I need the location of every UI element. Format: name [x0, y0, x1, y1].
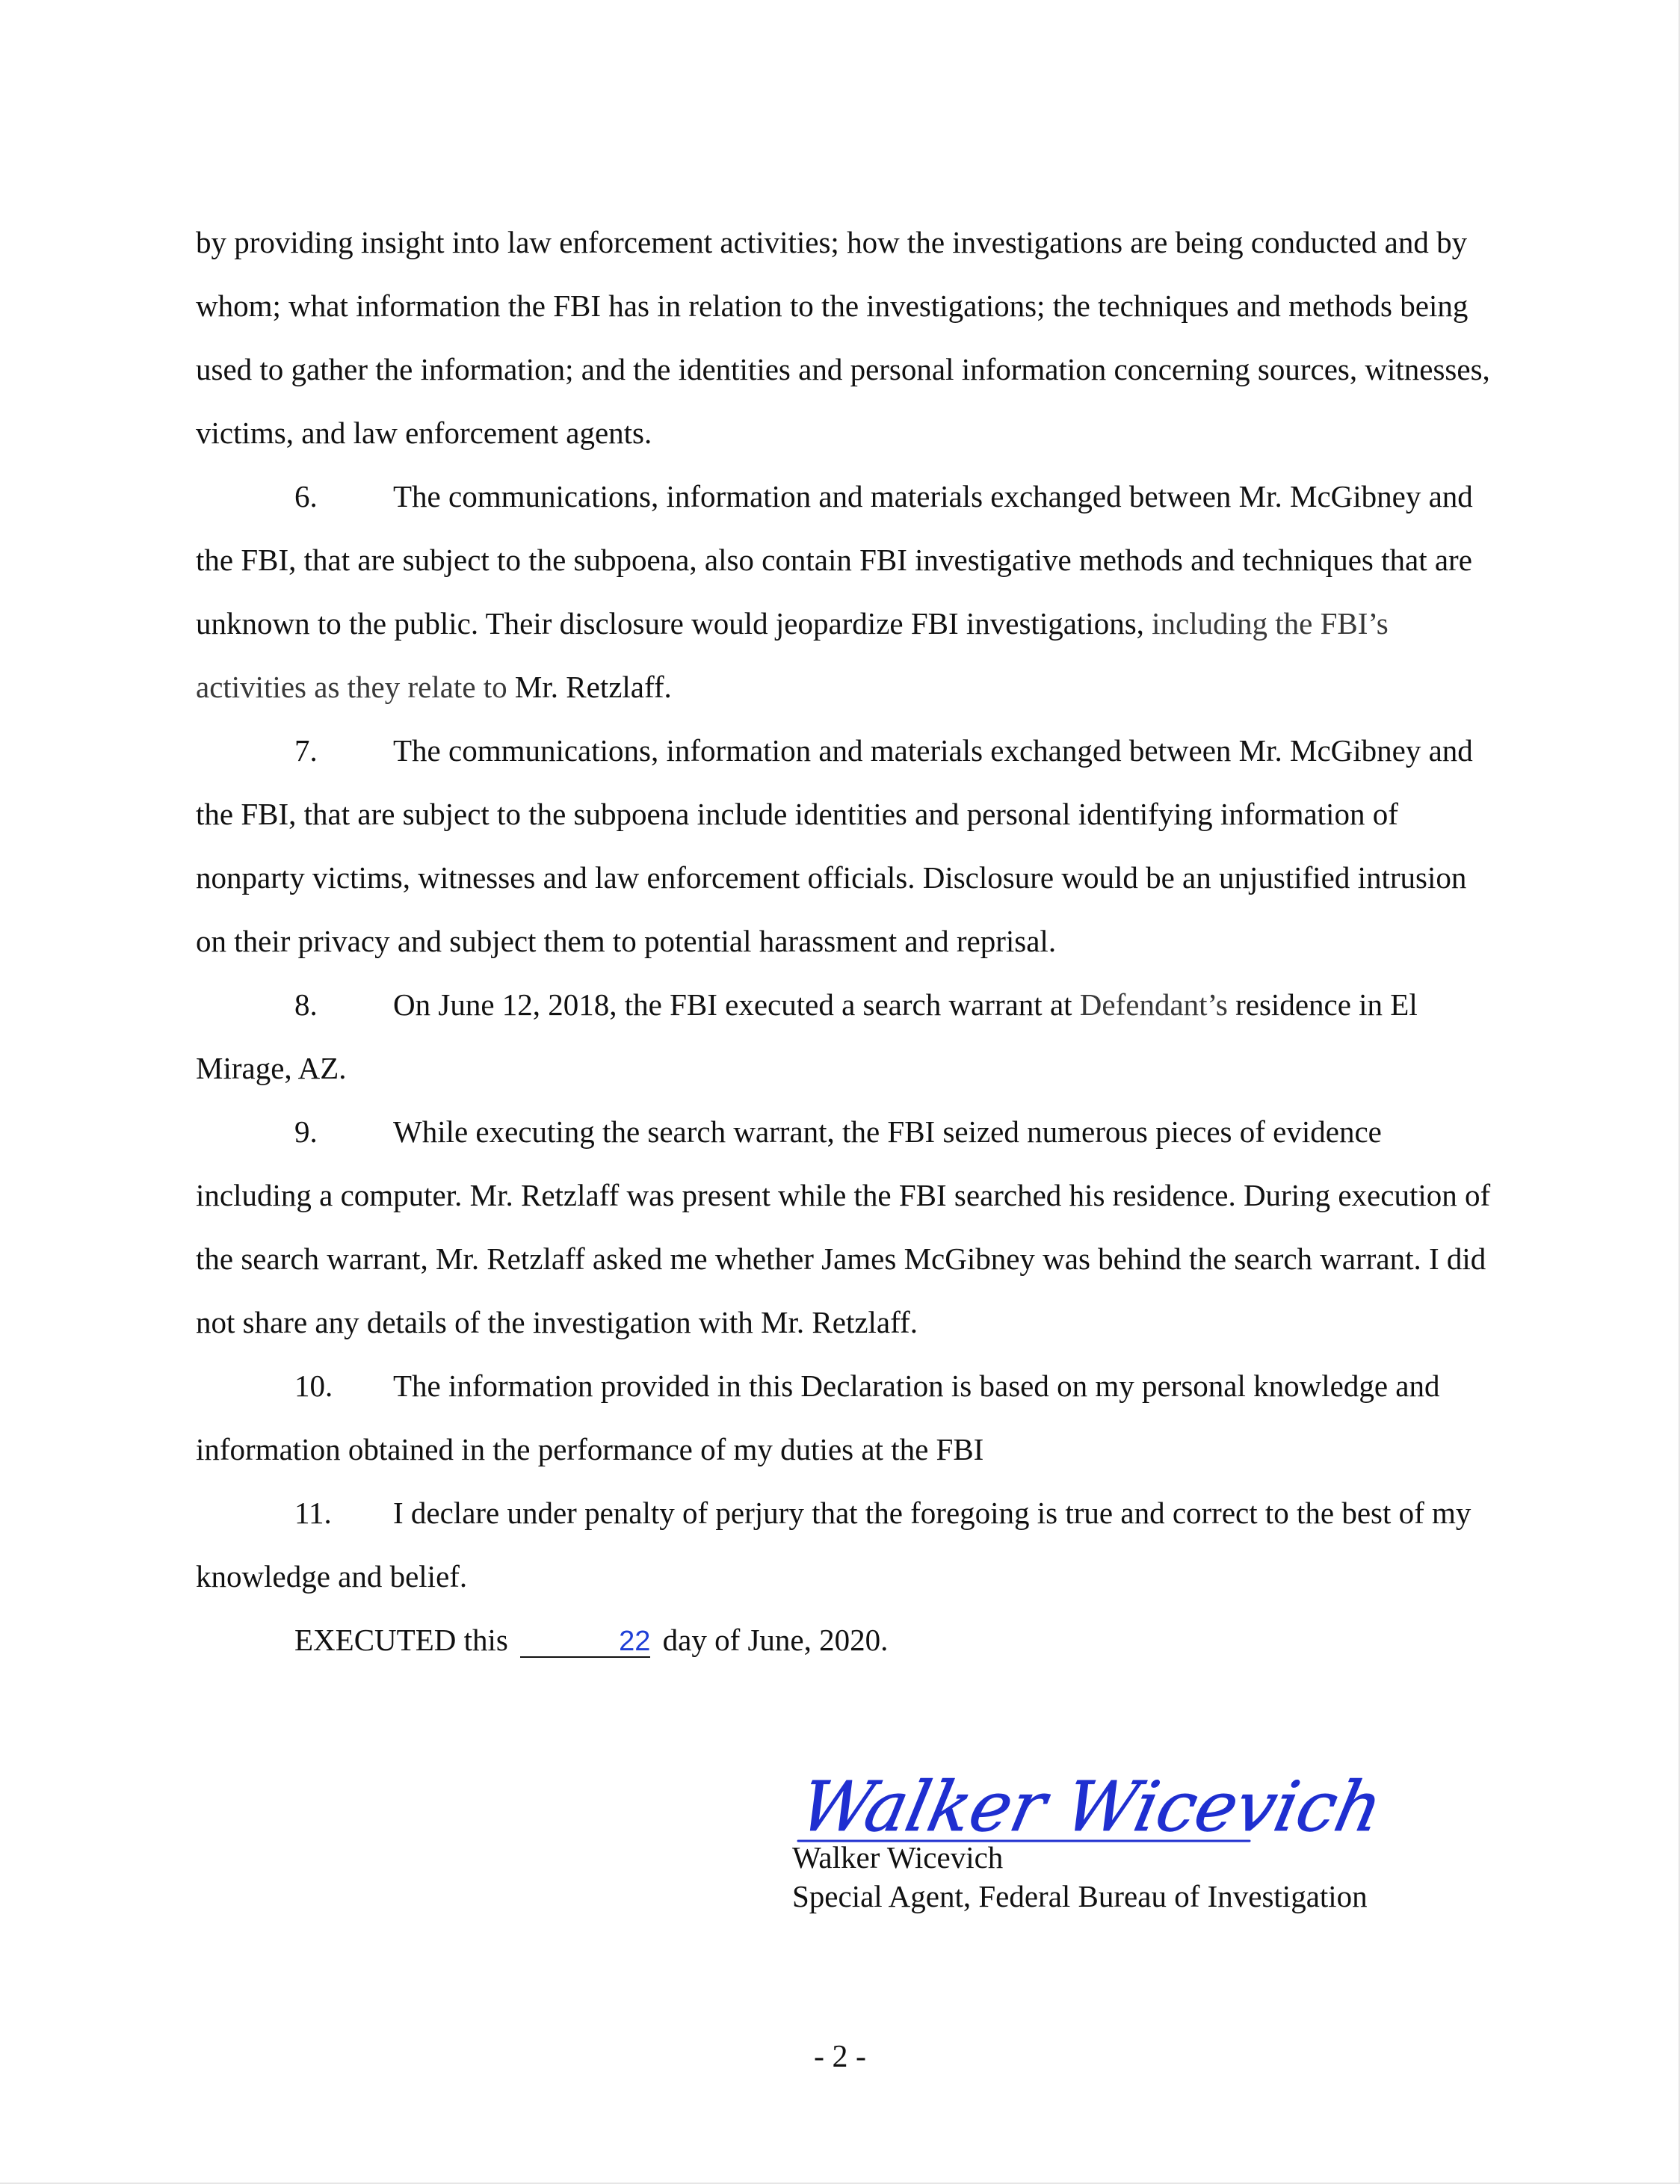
paragraph-10 [196, 1354, 1496, 1481]
paragraph-text: residence in El Mirage, AZ. [196, 987, 1418, 1085]
paragraph-text: I declare under penalty of perjury that the foregoing is true and correct to the best of my knowledge and belief. [196, 1496, 1471, 1594]
executed-suffix: day of June, 2020. [662, 1623, 889, 1657]
paragraph-6 [196, 465, 1496, 719]
paragraph-number: 11. [294, 1496, 332, 1530]
paragraph-text: including the FBI’s activities as they relate to [196, 606, 1389, 704]
signer-name: Walker Wicevich [792, 1840, 1004, 1875]
signer-title: Special Agent, Federal Bureau of Investigation [792, 1879, 1368, 1913]
paragraph-text: The communications, information and materials exchanged between Mr. McGibney and the FBI, that are subject to the subpoena, also contain FBI investigative methods and techniques that are unknown to the public. Their disclosure would jeopardize FBI investigations, [196, 479, 1473, 641]
executed-line [196, 1608, 1496, 1672]
paragraph-number: 9. [294, 1114, 318, 1149]
paragraph-number: 10. [294, 1369, 333, 1403]
paragraph-7 [196, 719, 1496, 973]
paragraph-text: While executing the search warrant, the FBI seized numerous pieces of evidence including a computer. Mr. Retzlaff was present while the FBI searched his residence. During execution of the search warrant, Mr. Retzlaff asked me whether James McGibney was behind the search warrant. I did not share any details of the investigation with Mr. Retzlaff. [196, 1114, 1491, 1339]
signature-text: Walker Wicevich [793, 1766, 1389, 1847]
executed-day-field: 22 [520, 1626, 650, 1658]
paragraph-text: Mr. Retzlaff. [507, 670, 672, 704]
executed-prefix: EXECUTED this [294, 1623, 508, 1657]
declaration-body [196, 211, 1496, 1672]
paragraph-number: 6. [294, 479, 318, 513]
paragraph-8 [196, 973, 1496, 1100]
paragraph-5-continued: by providing insight into law enforcement activities; how the investigations are being conducted and by whom; what information the FBI has in relation to the investigations; the techniques and methods being used to gather the information; and the identities and personal information concerning sources, witnesses, victims, and law enforcement agents. [196, 225, 1490, 450]
paragraph-text: The communications, information and materials exchanged between Mr. McGibney and the FBI, that are subject to the subpoena include identities and personal identifying information of nonparty victims, witnesses and law enforcement officials. Disclosure would be an unjustified intrusion on their privacy and subject them to potential harassment and reprisal. [196, 733, 1473, 958]
page-number: - 2 - [814, 2040, 866, 2074]
paragraph-number: 8. [294, 987, 318, 1022]
paragraph-11 [196, 1481, 1496, 1608]
signature-block [792, 1768, 1540, 1916]
paragraph-9 [196, 1100, 1496, 1354]
paragraph-text: The information provided in this Declaration is based on my personal knowledge and information obtained in the performance of my duties at the FBI [196, 1369, 1440, 1466]
paragraph-text: Defendant’s [1079, 987, 1228, 1022]
paragraph-number: 7. [294, 733, 318, 768]
paragraph-text: On June 12, 2018, the FBI executed a search warrant at [393, 987, 1080, 1022]
